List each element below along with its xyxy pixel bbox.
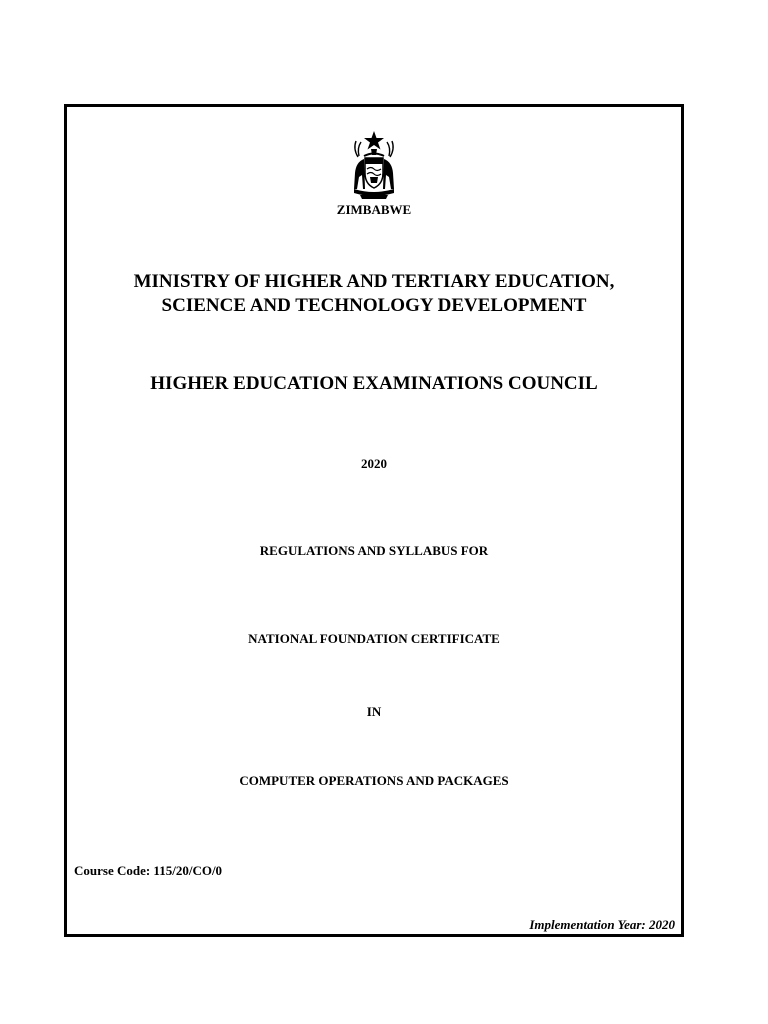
ministry-title-line-1: MINISTRY OF HIGHER AND TERTIARY EDUCATION, xyxy=(133,271,615,292)
certificate-name: NATIONAL FOUNDATION CERTIFICATE xyxy=(248,631,500,646)
ministry-title-line-2: SCIENCE AND TECHNOLOGY DEVELOPMENT xyxy=(161,295,587,316)
ministry-title xyxy=(67,270,681,318)
council-title: HIGHER EDUCATION EXAMINATIONS COUNCIL xyxy=(150,373,598,394)
zimbabwe-coat-of-arms-icon xyxy=(344,129,404,201)
implementation-year: Implementation Year: 2020 xyxy=(529,917,675,932)
program-name: COMPUTER OPERATIONS AND PACKAGES xyxy=(239,773,509,788)
connector-text: IN xyxy=(366,704,382,719)
country-name: ZIMBABWE xyxy=(336,202,412,217)
regulations-heading: REGULATIONS AND SYLLABUS FOR xyxy=(259,543,489,558)
document-year: 2020 xyxy=(361,456,387,471)
course-code: Course Code: 115/20/CO/0 xyxy=(74,863,223,878)
cover-frame xyxy=(64,104,684,937)
